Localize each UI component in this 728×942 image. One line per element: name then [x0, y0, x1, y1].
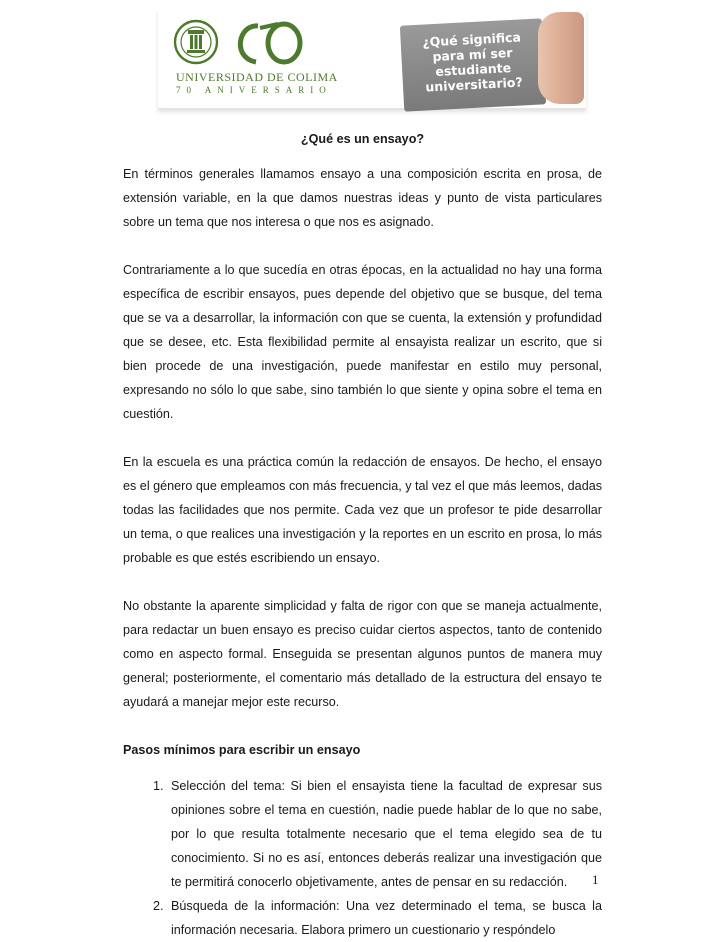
- section-heading: Pasos mínimos para escribir un ensayo: [123, 743, 361, 757]
- list-item: 1. Selección del tema: Si bien el ensayista tiene la facultad de expresar sus opiniones sobre el tema en cuestión, nadie puede hablar de lo que no sabe, por lo que resulta totalmente necesario que el tema elegido sea de tu conocimiento. Si no es así, entonces deberás realizar una investigación que te permitirá conocerlo objetivamente, antes de pensar en su redacción.: [167, 774, 602, 894]
- promo-card-text: ¿Qué significa para mí ser estudiante universitario?: [422, 29, 523, 95]
- steps-list: [123, 774, 602, 942]
- hand-thumb-image: [538, 12, 584, 104]
- paragraph: En la escuela es una práctica común la redacción de ensayos. De hecho, el ensayo es el género que empleamos con más frecuencia, y tal vez el que más leemos, dadas todas las facilidades que nos permite. Cada vez que un profesor te pide desarrollar un tema, o que realices una investigación y la reportes en un escrito en prosa, lo más probable es que estés escribiendo un ensayo.: [123, 455, 602, 565]
- paragraph: No obstante la aparente simplicidad y falta de rigor con que se maneja actualmente, para redactar un buen ensayo es preciso cuidar ciertos aspectos, tanto de contenido como en aspecto formal. Enseguida se presentan algunos puntos de manera muy general; posteriormente, el comentario más detallado de la estructura del ensayo te ayudará a manejar mejor este recurso.: [123, 599, 602, 709]
- promo-card: [400, 18, 546, 111]
- list-item: 2. Búsqueda de la información: Una vez determinado el tema, se busca la información necesaria. Elabora primero un cuestionario y respóndelo: [167, 894, 602, 942]
- document-body: [123, 130, 602, 942]
- university-name: UNIVERSIDAD DE COLIMA: [176, 70, 338, 84]
- anniversary-label: 70 ANIVERSARIO: [176, 85, 332, 95]
- university-crest-icon: [172, 18, 312, 70]
- document-title: ¿Qué es un ensayo?: [300, 132, 425, 146]
- paragraph: Contrariamente a lo que sucedía en otras épocas, en la actualidad no hay una forma específica de escribir ensayos, pues depende del objetivo que se busque, del tema que se va a desarrollar, la información con que se cuenta, la extensión y profundidad que se desee, etc. Esta flexibilidad permite al ensayista realizar un escrito, que si bien procede de una investigación, puede manifestar en estilo muy personal, expresando no sólo lo que sabe, sino también lo que siente y opina sobre el tema en cuestión.: [123, 263, 602, 421]
- header-banner: [158, 8, 586, 109]
- paragraph: En términos generales llamamos ensayo a una composición escrita en prosa, de extensión variable, en la que damos nuestras ideas y punto de vista particulares sobre un tema que nos interesa o que nos es asignado.: [123, 167, 602, 229]
- page-number: 1: [592, 872, 599, 887]
